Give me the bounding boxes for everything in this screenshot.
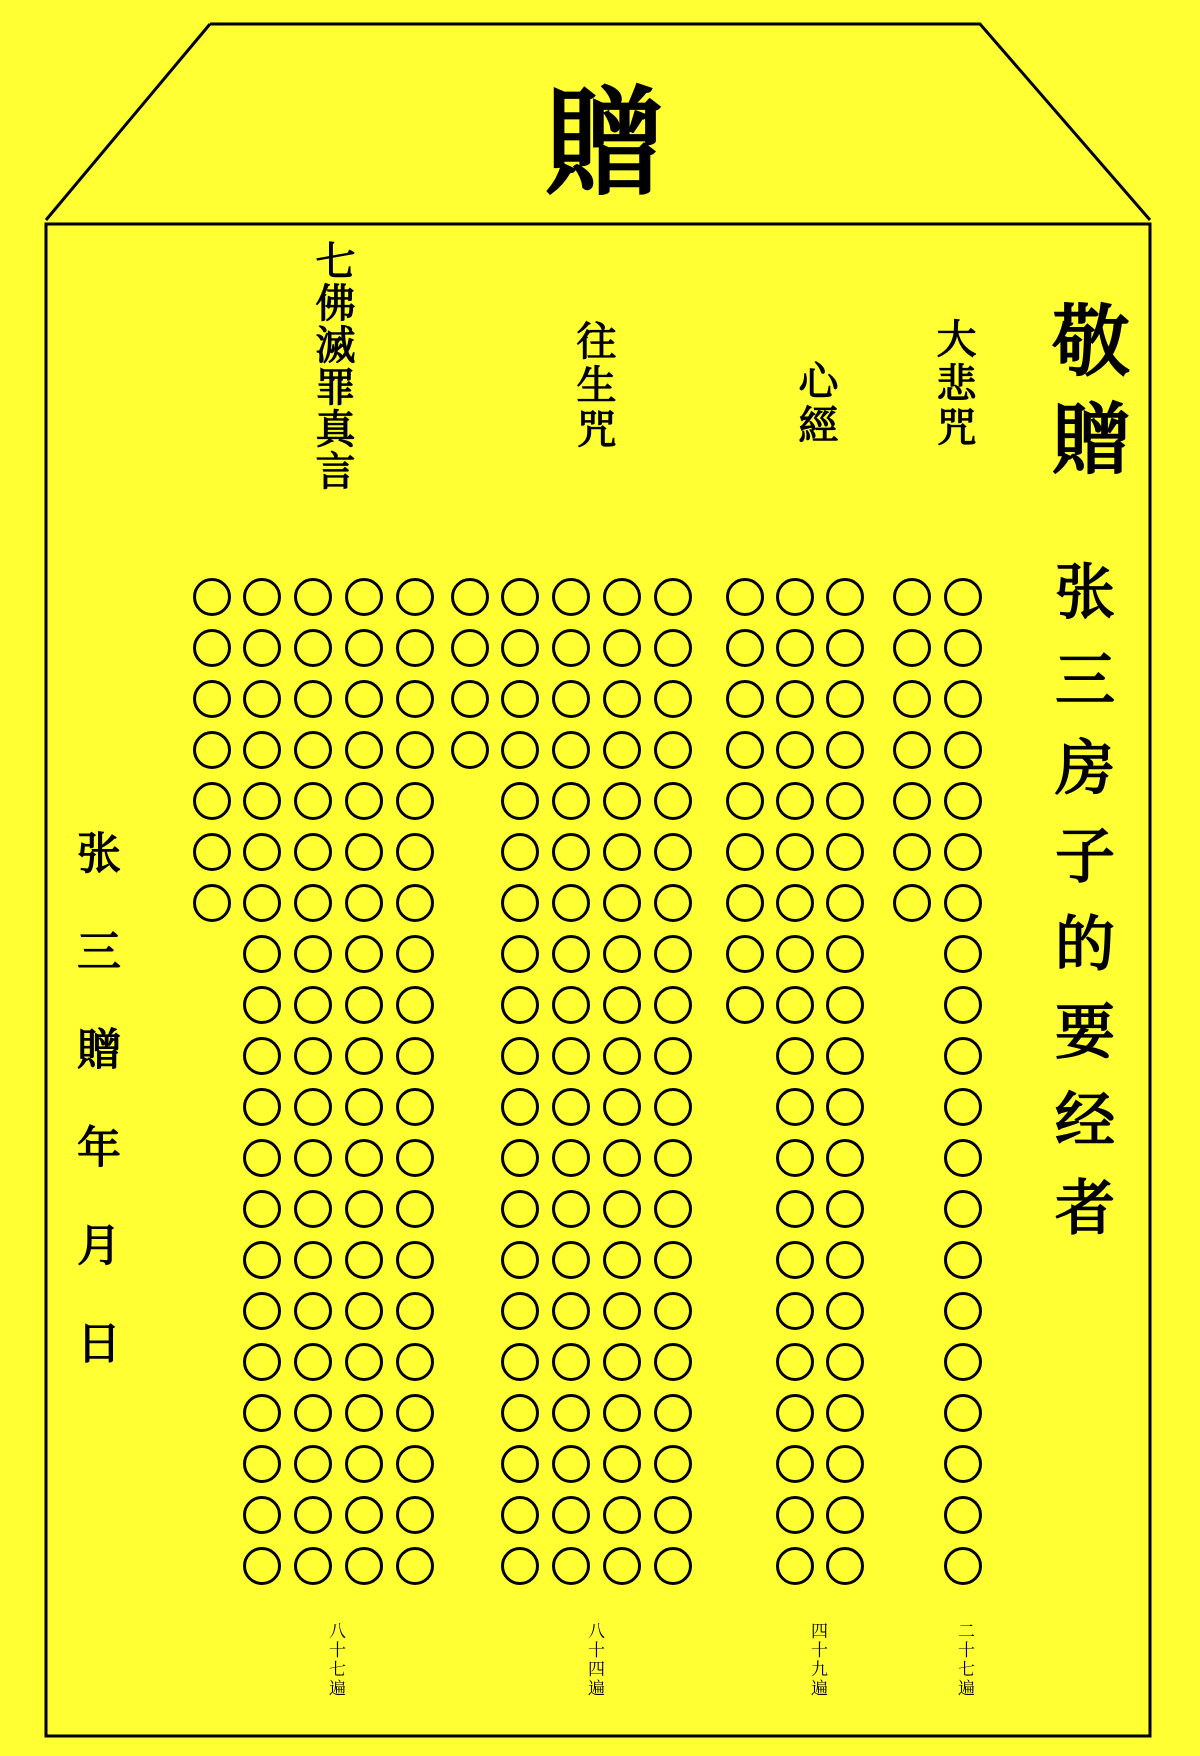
- recitation-circle: [944, 1445, 982, 1483]
- recitation-circle: [345, 1445, 383, 1483]
- recitation-circle: [654, 1343, 692, 1381]
- recitation-circle: [654, 1394, 692, 1432]
- recitation-circle: [552, 1292, 590, 1330]
- recitation-circle: [726, 833, 764, 871]
- recitation-circle: [501, 1445, 539, 1483]
- recitation-circle: [654, 935, 692, 973]
- recitation-circle: [944, 578, 982, 616]
- recitation-circle: [501, 680, 539, 718]
- recitation-circle: [944, 1088, 982, 1126]
- recitation-circle: [193, 833, 231, 871]
- recitation-circle: [294, 1241, 332, 1279]
- recitation-circle: [294, 935, 332, 973]
- recitation-circle: [826, 1292, 864, 1330]
- recitation-circle: [944, 833, 982, 871]
- recitation-circle: [552, 731, 590, 769]
- recitation-circle: [944, 782, 982, 820]
- recitation-circle: [345, 1139, 383, 1177]
- recitation-circle: [776, 1496, 814, 1534]
- recitation-circle: [826, 1139, 864, 1177]
- recitation-circle: [726, 986, 764, 1024]
- recitation-circle: [893, 578, 931, 616]
- recitation-circle: [603, 1547, 641, 1585]
- recitation-circle: [345, 884, 383, 922]
- recitation-circle: [603, 1190, 641, 1228]
- recitation-circle: [294, 1190, 332, 1228]
- recitation-circle: [501, 1394, 539, 1432]
- recitation-circle: [243, 629, 281, 667]
- recitation-circle: [552, 1139, 590, 1177]
- recitation-circle: [501, 1292, 539, 1330]
- recitation-circle: [345, 1292, 383, 1330]
- recitation-circle: [726, 629, 764, 667]
- recitation-circle: [654, 731, 692, 769]
- recitation-circle: [396, 578, 434, 616]
- recitation-circle: [944, 1292, 982, 1330]
- recitation-circle: [603, 1088, 641, 1126]
- recitation-circle: [345, 935, 383, 973]
- recitation-circle: [776, 1547, 814, 1585]
- recitation-circle: [826, 629, 864, 667]
- recitation-circle: [396, 1292, 434, 1330]
- recitation-circle: [826, 1445, 864, 1483]
- recitation-circle: [552, 680, 590, 718]
- recitation-circle: [944, 1394, 982, 1432]
- recitation-circle: [654, 833, 692, 871]
- recitation-circle: [654, 1547, 692, 1585]
- recitation-circle: [654, 578, 692, 616]
- recitation-circle: [603, 1139, 641, 1177]
- recitation-circle: [193, 680, 231, 718]
- recitation-circle: [294, 1394, 332, 1432]
- recitation-circle: [294, 1139, 332, 1177]
- recitation-circle: [345, 1241, 383, 1279]
- recitation-circle: [396, 629, 434, 667]
- recitation-circle: [826, 1190, 864, 1228]
- recitation-circle: [893, 833, 931, 871]
- recitation-circle: [501, 1190, 539, 1228]
- recitation-circle: [654, 1037, 692, 1075]
- recitation-circle: [552, 782, 590, 820]
- recitation-circle: [396, 1496, 434, 1534]
- recitation-circle: [396, 1088, 434, 1126]
- recitation-circle: [396, 833, 434, 871]
- recitation-circle: [603, 1496, 641, 1534]
- recitation-circle: [552, 1496, 590, 1534]
- recitation-circle: [776, 1037, 814, 1075]
- recitation-circle: [193, 731, 231, 769]
- recitation-circle: [193, 884, 231, 922]
- recitation-circle: [654, 1496, 692, 1534]
- recitation-circle: [345, 1394, 383, 1432]
- recitation-circle: [944, 629, 982, 667]
- recitation-circle: [345, 680, 383, 718]
- recitation-circle: [603, 935, 641, 973]
- recitation-circle: [552, 884, 590, 922]
- recitation-circle: [294, 1496, 332, 1534]
- recitation-circle: [345, 833, 383, 871]
- recitation-circle: [345, 731, 383, 769]
- recitation-circle: [345, 1547, 383, 1585]
- mantra-label-xinjing: 心經: [792, 360, 839, 448]
- recitation-circle: [726, 578, 764, 616]
- recitation-circle: [603, 731, 641, 769]
- header-title: 贈: [525, 80, 664, 198]
- recitation-circle: [826, 833, 864, 871]
- recitation-circle: [294, 782, 332, 820]
- recitation-circle: [345, 1088, 383, 1126]
- recitation-circle: [243, 1241, 281, 1279]
- recitation-circle: [603, 782, 641, 820]
- recitation-circle: [552, 1394, 590, 1432]
- recitation-circle: [243, 1037, 281, 1075]
- recitation-circle: [776, 680, 814, 718]
- recitation-circle: [243, 986, 281, 1024]
- recitation-circle: [776, 1241, 814, 1279]
- recitation-circle: [396, 680, 434, 718]
- recitation-circle: [826, 1343, 864, 1381]
- recitation-circle: [501, 1547, 539, 1585]
- recitation-circle: [944, 1496, 982, 1534]
- recitation-circle: [243, 1445, 281, 1483]
- recitation-circle: [501, 629, 539, 667]
- recitation-circle: [944, 1190, 982, 1228]
- recitation-circle: [826, 680, 864, 718]
- recitation-circle: [893, 884, 931, 922]
- recitation-circle: [654, 782, 692, 820]
- recitation-circle: [944, 1037, 982, 1075]
- recitation-circle: [826, 1088, 864, 1126]
- recitation-circle: [552, 1445, 590, 1483]
- recitation-circle: [294, 1343, 332, 1381]
- recitation-circle: [776, 935, 814, 973]
- recitation-circle: [501, 731, 539, 769]
- recitation-circle: [654, 1445, 692, 1483]
- recitation-circle: [776, 782, 814, 820]
- recitation-circle: [243, 884, 281, 922]
- recitation-circle: [345, 986, 383, 1024]
- recitation-circle: [243, 1292, 281, 1330]
- recitation-circle: [193, 578, 231, 616]
- recitation-circle: [944, 1241, 982, 1279]
- recitation-circle: [654, 1190, 692, 1228]
- recitation-circle: [826, 935, 864, 973]
- recitation-circle: [654, 1292, 692, 1330]
- recitation-circle: [243, 1547, 281, 1585]
- mantra-label-wangsheng: 往生咒: [570, 320, 617, 452]
- recitation-circle: [726, 782, 764, 820]
- recitation-circle: [294, 578, 332, 616]
- recitation-circle: [776, 1190, 814, 1228]
- recitation-circle: [501, 1139, 539, 1177]
- recitation-circle: [603, 1445, 641, 1483]
- recitation-circle: [345, 578, 383, 616]
- recitation-circle: [826, 1496, 864, 1534]
- recitation-circle: [603, 833, 641, 871]
- recitation-circle: [501, 1037, 539, 1075]
- recitation-circle: [345, 1496, 383, 1534]
- recitation-circle: [501, 986, 539, 1024]
- count-label-qifo: 八十七遍: [325, 1622, 345, 1698]
- recitation-circle: [294, 1292, 332, 1330]
- recitation-circle: [603, 578, 641, 616]
- recitation-circle: [552, 833, 590, 871]
- recitation-circle: [603, 1292, 641, 1330]
- recitation-circle: [944, 1547, 982, 1585]
- recitation-circle: [826, 1394, 864, 1432]
- recitation-circle: [396, 1241, 434, 1279]
- recitation-circle: [826, 578, 864, 616]
- recitation-circle: [243, 1190, 281, 1228]
- recitation-circle: [776, 1445, 814, 1483]
- recitation-circle: [603, 680, 641, 718]
- recitation-circle: [552, 1547, 590, 1585]
- recitation-circle: [396, 731, 434, 769]
- recitation-circle: [294, 1088, 332, 1126]
- recitation-circle: [603, 1394, 641, 1432]
- recitation-circle: [776, 629, 814, 667]
- recitation-circle: [396, 1394, 434, 1432]
- recitation-circle: [726, 731, 764, 769]
- recitation-circle: [243, 935, 281, 973]
- recitation-circle: [294, 629, 332, 667]
- recitation-circle: [552, 1037, 590, 1075]
- recitation-circle: [501, 578, 539, 616]
- recitation-circle: [654, 680, 692, 718]
- recitation-circle: [603, 1241, 641, 1279]
- recitation-circle: [345, 1343, 383, 1381]
- recitation-circle: [826, 1241, 864, 1279]
- mantra-label-dabei: 大悲咒: [930, 318, 977, 450]
- recitation-circle: [396, 935, 434, 973]
- recitation-circle: [552, 1088, 590, 1126]
- recitation-circle: [501, 1496, 539, 1534]
- recitation-circle: [654, 1088, 692, 1126]
- recitation-circle: [396, 1190, 434, 1228]
- recitation-circle: [396, 1547, 434, 1585]
- recitation-circle: [776, 1088, 814, 1126]
- recitation-circle: [944, 1343, 982, 1381]
- recitation-circle: [776, 1292, 814, 1330]
- recitation-circle: [193, 629, 231, 667]
- recitation-circle: [243, 1496, 281, 1534]
- count-label-wangsheng: 八十四遍: [584, 1622, 604, 1698]
- recitation-circle: [944, 731, 982, 769]
- recitation-circle: [552, 578, 590, 616]
- recitation-circle: [654, 1241, 692, 1279]
- recitation-circle: [396, 1037, 434, 1075]
- recitation-circle: [294, 884, 332, 922]
- recitation-circle: [294, 1547, 332, 1585]
- recitation-circle: [776, 731, 814, 769]
- recitation-circle: [893, 782, 931, 820]
- recitation-circle: [243, 1139, 281, 1177]
- dedication-title: 敬贈: [1039, 300, 1130, 496]
- recitation-circle: [654, 884, 692, 922]
- recitation-circle: [294, 1445, 332, 1483]
- recitation-circle: [552, 1343, 590, 1381]
- recitation-circle: [944, 1139, 982, 1177]
- recitation-circle: [501, 1241, 539, 1279]
- recitation-circle: [451, 680, 489, 718]
- recitation-circle: [826, 782, 864, 820]
- recitation-circle: [345, 782, 383, 820]
- recitation-circle: [776, 833, 814, 871]
- recitation-circle: [776, 578, 814, 616]
- recitation-circle: [501, 935, 539, 973]
- recitation-circle: [603, 1037, 641, 1075]
- recitation-circle: [243, 680, 281, 718]
- recitation-circle: [396, 1139, 434, 1177]
- recitation-circle: [776, 1139, 814, 1177]
- recitation-circle: [294, 731, 332, 769]
- recipient-name: 张三房子的要经者: [1045, 560, 1115, 1264]
- recitation-circle: [396, 884, 434, 922]
- recitation-circle: [345, 1190, 383, 1228]
- recitation-circle: [603, 986, 641, 1024]
- recitation-circle: [501, 1343, 539, 1381]
- recitation-circle: [552, 986, 590, 1024]
- recitation-circle: [552, 1241, 590, 1279]
- recitation-circle: [243, 731, 281, 769]
- recitation-circle: [294, 986, 332, 1024]
- recitation-circle: [243, 833, 281, 871]
- recitation-circle: [654, 629, 692, 667]
- recitation-circle: [243, 1088, 281, 1126]
- count-label-xinjing: 四十九遍: [807, 1622, 827, 1698]
- recitation-circle: [396, 1343, 434, 1381]
- recitation-circle: [294, 1037, 332, 1075]
- recitation-circle: [451, 629, 489, 667]
- recitation-circle: [294, 680, 332, 718]
- recitation-circle: [726, 935, 764, 973]
- recitation-circle: [243, 578, 281, 616]
- recitation-circle: [396, 782, 434, 820]
- recitation-circle: [243, 1394, 281, 1432]
- recitation-circle: [726, 884, 764, 922]
- recitation-circle: [776, 884, 814, 922]
- recitation-circle: [501, 884, 539, 922]
- recitation-circle: [552, 629, 590, 667]
- recitation-circle: [501, 782, 539, 820]
- recitation-circle: [193, 782, 231, 820]
- recitation-circle: [893, 629, 931, 667]
- recitation-circle: [944, 935, 982, 973]
- recitation-circle: [501, 833, 539, 871]
- recitation-circle: [654, 1139, 692, 1177]
- mantra-label-qifo: 七佛滅罪真言: [309, 240, 356, 492]
- recitation-circle: [826, 731, 864, 769]
- recitation-circle: [944, 986, 982, 1024]
- recitation-circle: [944, 884, 982, 922]
- recitation-circle: [451, 731, 489, 769]
- recitation-circle: [603, 1343, 641, 1381]
- recitation-circle: [826, 1037, 864, 1075]
- recitation-circle: [654, 986, 692, 1024]
- recitation-circle: [776, 1343, 814, 1381]
- recitation-circle: [396, 986, 434, 1024]
- recitation-circle: [776, 986, 814, 1024]
- count-label-dabei: 二十七遍: [954, 1622, 974, 1698]
- recitation-circle: [243, 782, 281, 820]
- recitation-circle: [501, 1088, 539, 1126]
- recitation-circle: [603, 629, 641, 667]
- recitation-circle: [893, 731, 931, 769]
- recitation-circle: [552, 1190, 590, 1228]
- recitation-circle: [826, 884, 864, 922]
- recitation-circle: [345, 1037, 383, 1075]
- recitation-circle: [451, 578, 489, 616]
- recitation-circle: [826, 986, 864, 1024]
- recitation-circle: [826, 1547, 864, 1585]
- recitation-circle: [944, 680, 982, 718]
- recitation-circle: [396, 1445, 434, 1483]
- recitation-circle: [726, 680, 764, 718]
- recitation-circle: [552, 935, 590, 973]
- sender-line: 张三贈年月日: [69, 830, 120, 1418]
- recitation-circle: [776, 1394, 814, 1432]
- recitation-circle: [294, 833, 332, 871]
- recitation-circle: [603, 884, 641, 922]
- recitation-circle: [345, 629, 383, 667]
- recitation-circle: [243, 1343, 281, 1381]
- recitation-circle: [893, 680, 931, 718]
